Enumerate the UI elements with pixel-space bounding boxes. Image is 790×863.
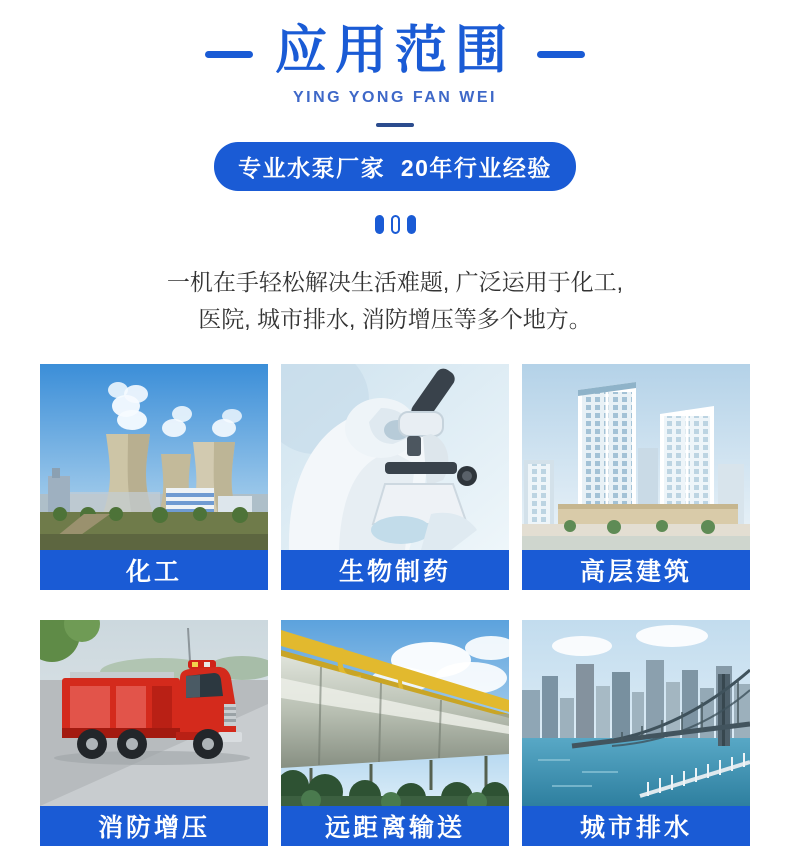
intro-line-1: 一机在手轻松解决生活难题, 广泛运用于化工, — [166, 268, 624, 295]
decorative-bars — [0, 215, 790, 234]
card-label: 生物制药 — [281, 550, 509, 590]
bar-outline-icon — [391, 215, 400, 234]
fire-truck-photo — [40, 620, 268, 806]
title-dash-left — [205, 51, 253, 58]
lab-microscope-photo — [281, 364, 509, 550]
application-card-biopharma — [281, 364, 509, 590]
bar-solid-icon — [375, 215, 384, 234]
intro-line-2: 医院, 城市排水, 消防增压等多个地方。 — [198, 305, 592, 332]
section-title: 应用范围 — [274, 22, 515, 80]
title-dash-right — [537, 51, 585, 58]
card-label: 城市排水 — [522, 806, 750, 846]
application-card-fire — [40, 620, 268, 846]
application-card-chemical — [40, 364, 268, 590]
section-subtitle-pinyin: YING YONG FAN WEI — [293, 88, 497, 106]
application-card-drainage — [522, 620, 750, 846]
pipeline-photo — [281, 620, 509, 806]
skyscrapers-photo — [522, 364, 750, 550]
card-label: 消防增压 — [40, 806, 268, 846]
intro-paragraph — [0, 264, 790, 338]
applications-grid — [40, 364, 750, 846]
card-label: 高层建筑 — [522, 550, 750, 590]
bar-solid-icon — [407, 215, 416, 234]
section-title-row — [0, 24, 790, 79]
experience-badge: 专业水泵厂家 20年行业经验 — [214, 142, 576, 191]
card-label: 化工 — [40, 550, 268, 590]
application-card-pipeline — [281, 620, 509, 846]
city-bridge-photo — [522, 620, 750, 806]
applications-header — [0, 0, 790, 234]
application-card-highrise — [522, 364, 750, 590]
cooling-towers-photo — [40, 364, 268, 550]
card-label: 远距离输送 — [281, 806, 509, 846]
